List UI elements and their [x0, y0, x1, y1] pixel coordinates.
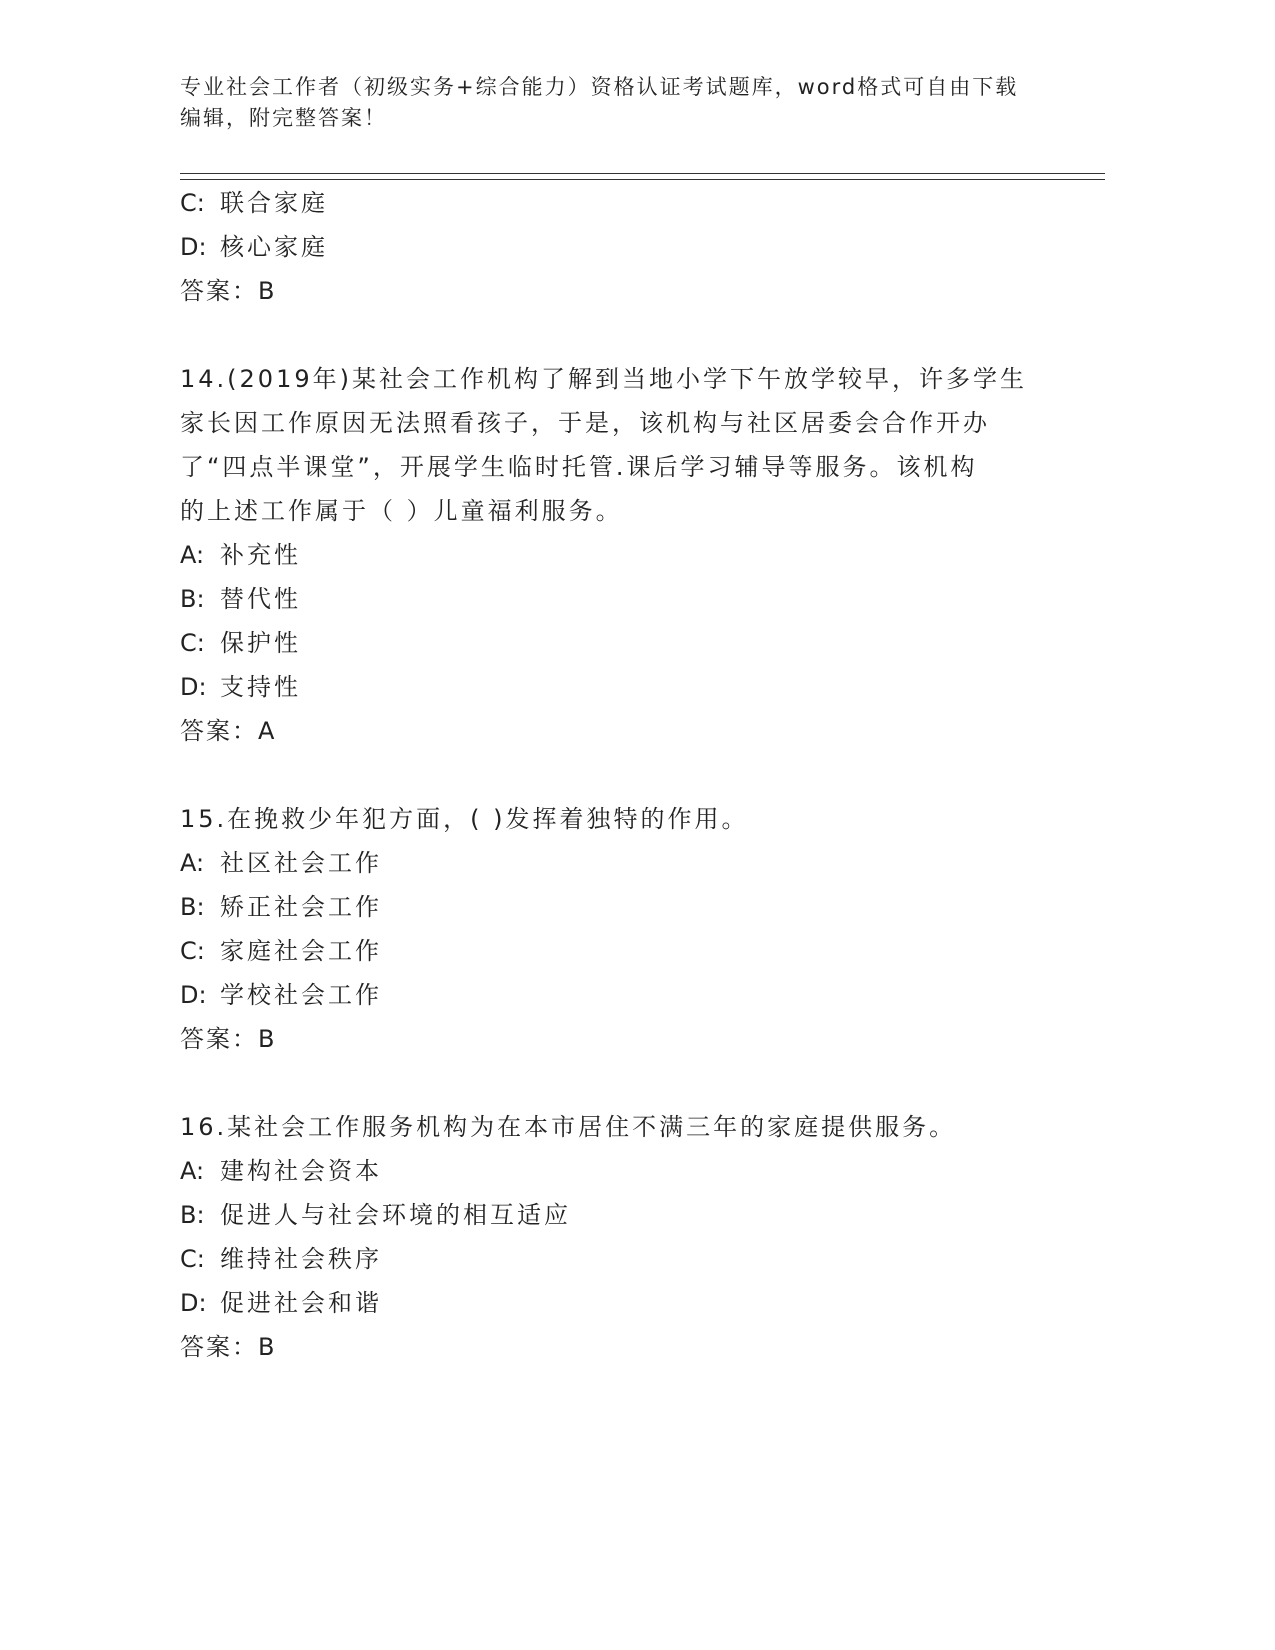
option-c: [180, 929, 1080, 973]
question-14: [180, 357, 1080, 753]
question-stem-line: 16.某社会工作服务机构为在本市居住不满三年的家庭提供服务。: [180, 1113, 957, 1141]
option-d: [180, 1281, 1080, 1325]
option-text: 核心家庭: [220, 233, 328, 261]
option-a: [180, 1149, 1080, 1193]
question-16: [180, 1105, 1080, 1369]
option-text: 补充性: [220, 541, 301, 569]
question-stem: [180, 797, 1040, 841]
option-a: [180, 841, 1080, 885]
header-line-2: 编辑，附完整答案！: [180, 106, 387, 130]
option-text: 家庭社会工作: [220, 937, 382, 965]
option-key: B:: [180, 893, 205, 921]
option-text: 学校社会工作: [220, 981, 382, 1009]
option-b: [180, 885, 1080, 929]
option-key: A:: [180, 541, 205, 569]
option-key: A:: [180, 849, 205, 877]
option-text: 建构社会资本: [220, 1157, 382, 1185]
option-b: [180, 577, 1080, 621]
option-d: [180, 973, 1080, 1017]
option-key: B:: [180, 585, 205, 613]
option-key: D:: [180, 233, 207, 261]
header-divider: [180, 173, 1105, 180]
question-stem-line: 14.(2019年)某社会工作机构了解到当地小学下午放学较早，许多学生: [180, 365, 1027, 393]
question-stem-line: 家长因工作原因无法照看孩子，于是，该机构与社区居委会合作开办: [180, 409, 990, 437]
answer: 答案：A: [180, 717, 277, 745]
page-header: [180, 72, 1060, 134]
question-stem: [180, 357, 1040, 533]
option-text: 替代性: [220, 585, 301, 613]
answer: 答案：B: [180, 1025, 277, 1053]
continued-question: [180, 181, 1080, 313]
option-key: C:: [180, 189, 205, 217]
option-text: 社区社会工作: [220, 849, 382, 877]
question-stem-line: 的上述工作属于（ ）儿童福利服务。: [180, 497, 623, 525]
option-key: D:: [180, 1289, 207, 1317]
option-d: [180, 665, 1080, 709]
question-stem: [180, 1105, 1040, 1149]
option-b: [180, 1193, 1080, 1237]
question-stem-line: 15.在挽救少年犯方面，( )发挥着独特的作用。: [180, 805, 749, 833]
header-line-1: 专业社会工作者（初级实务+综合能力）资格认证考试题库，word格式可自由下载: [180, 75, 1019, 99]
answer: 答案：B: [180, 1333, 277, 1361]
option-c: [180, 1237, 1080, 1281]
option-d: [180, 225, 1080, 269]
question-15: [180, 797, 1080, 1061]
option-c: [180, 181, 1080, 225]
option-text: 矫正社会工作: [220, 893, 382, 921]
option-text: 支持性: [220, 673, 301, 701]
option-key: C:: [180, 629, 205, 657]
option-c: [180, 621, 1080, 665]
question-stem-line: 了“四点半课堂”，开展学生临时托管.课后学习辅导等服务。该机构: [180, 453, 978, 481]
option-key: A:: [180, 1157, 205, 1185]
option-key: B:: [180, 1201, 205, 1229]
option-text: 保护性: [220, 629, 301, 657]
option-a: [180, 533, 1080, 577]
option-key: C:: [180, 937, 205, 965]
option-text: 维持社会秩序: [220, 1245, 382, 1273]
question-list: [180, 181, 1080, 1369]
option-key: D:: [180, 981, 207, 1009]
option-key: D:: [180, 673, 207, 701]
option-text: 联合家庭: [220, 189, 328, 217]
option-key: C:: [180, 1245, 205, 1273]
answer: 答案：B: [180, 277, 277, 305]
option-text: 促进人与社会环境的相互适应: [220, 1201, 571, 1229]
option-text: 促进社会和谐: [220, 1289, 382, 1317]
